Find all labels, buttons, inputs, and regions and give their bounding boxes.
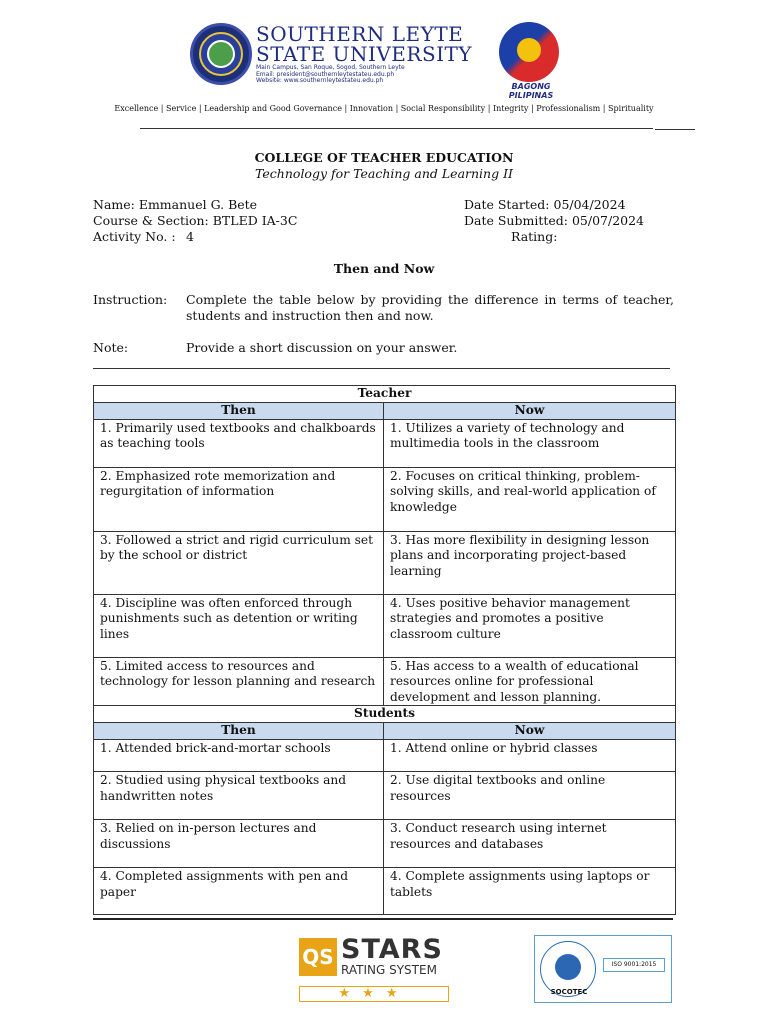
- course-subject: Technology for Teaching and Learning II: [255, 166, 513, 181]
- activity-title: Then and Now: [333, 261, 435, 276]
- date-started: Date Started: 05/04/2024: [464, 197, 626, 212]
- university-email: Email: president@southernleytestateu.edu.ph: [256, 70, 395, 78]
- note-label: Note:: [93, 340, 129, 355]
- socotec-name: SOCOTEC: [550, 988, 588, 996]
- teacher-now-cell: 1. Utilizes a variety of technology and multimedia tools in the classroom: [384, 419, 676, 467]
- university-address: Main Campus, San Roque, Sogod, Southern Leyte: [256, 64, 405, 71]
- table-row: [94, 419, 676, 467]
- activity-label: Activity No. :: [93, 229, 176, 244]
- students-now-cell: 3. Conduct research using internet resources and databases: [384, 819, 676, 867]
- university-website: Website: www.southernleytestateu.edu.ph: [256, 77, 384, 84]
- activity-number: 4: [186, 229, 194, 244]
- bagong-pilipinas-logo: [493, 14, 569, 100]
- students-heading: Students: [94, 706, 676, 723]
- teacher-then-cell: 3. Followed a strict and rigid curriculum set by the school or district: [94, 531, 384, 594]
- students-then-cell: 3. Relied on in-person lectures and discussions: [94, 819, 384, 867]
- teacher-now-cell: 5. Has access to a wealth of educational resources online for professional development and lesson planning.: [384, 657, 676, 706]
- student-name: Name: Emmanuel G. Bete: [93, 197, 258, 212]
- footer-divider: [93, 918, 673, 920]
- header-divider: [140, 128, 653, 129]
- teacher-heading: Teacher: [94, 386, 676, 403]
- teacher-now-cell: 2. Focuses on critical thinking, problem-solving skills, and real-world application of knowledge: [384, 467, 676, 531]
- socotec-certification-logo: [534, 935, 672, 1003]
- note-text: Provide a short discussion on your answer.: [186, 340, 458, 355]
- students-now-cell: 1. Attend online or hybrid classes: [384, 739, 676, 771]
- table-row: [94, 771, 676, 819]
- university-seal-logo: [190, 23, 252, 85]
- qs-rating-subtitle: RATING SYSTEM: [341, 963, 437, 977]
- table-row: [94, 739, 676, 771]
- teacher-then-cell: 4. Discipline was often enforced through punishments such as detention or writing lines: [94, 594, 384, 657]
- table-row: [94, 819, 676, 867]
- table-row: [94, 467, 676, 531]
- rating-label: Rating:: [511, 229, 558, 244]
- instruction-label: Instruction:: [93, 292, 168, 307]
- qs-stars-title: STARS: [341, 934, 443, 965]
- table-row: [94, 867, 676, 914]
- teacher-section-row: [94, 386, 676, 403]
- teacher-now-cell: 3. Has more flexibility in designing lesson plans and incorporating project-based learning: [384, 531, 676, 594]
- then-now-table: [93, 385, 676, 915]
- teacher-now-header: Now: [384, 403, 676, 420]
- university-contact: [256, 65, 405, 85]
- teacher-then-cell: 5. Limited access to resources and technology for lesson planning and research: [94, 657, 384, 706]
- teacher-now-cell: 4. Uses positive behavior management strategies and promotes a positive classroom culture: [384, 594, 676, 657]
- table-row: [94, 531, 676, 594]
- teacher-column-headers: [94, 403, 676, 420]
- university-name-line2: STATE UNIVERSITY: [256, 42, 473, 66]
- students-now-header: Now: [384, 723, 676, 740]
- university-name: [256, 24, 472, 64]
- qs-box: QS: [299, 938, 337, 976]
- students-now-cell: 4. Complete assignments using laptops or tablets: [384, 867, 676, 914]
- instruction-text: Complete the table below by providing the difference in terms of teacher, students and instruction then and now.: [186, 292, 674, 323]
- students-then-cell: 2. Studied using physical textbooks and handwritten notes: [94, 771, 384, 819]
- university-name-line1: SOUTHERN LEYTE: [256, 22, 464, 46]
- students-then-cell: 1. Attended brick-and-mortar schools: [94, 739, 384, 771]
- students-now-cell: 2. Use digital textbooks and online resources: [384, 771, 676, 819]
- note-divider: [93, 368, 670, 369]
- bagong-pilipinas-text: BAGONG PILIPINAS: [508, 82, 554, 100]
- course-section: Course & Section: BTLED IA-3C: [93, 213, 298, 228]
- students-then-header: Then: [94, 723, 384, 740]
- table-row: [94, 594, 676, 657]
- qs-stars-logo: [299, 934, 451, 1004]
- students-then-cell: 4. Completed assignments with pen and paper: [94, 867, 384, 914]
- teacher-then-header: Then: [94, 403, 384, 420]
- date-submitted: Date Submitted: 05/07/2024: [464, 213, 645, 228]
- iso-badge: ISO 9001:2015: [603, 958, 665, 972]
- core-values: Excellence | Service | Leadership and Good Governance | Innovation | Social Responsibility | Integrity | Professionalism | Spirituality: [114, 104, 654, 113]
- students-column-headers: [94, 723, 676, 740]
- table-row: [94, 657, 676, 706]
- header-divider-short: [655, 129, 695, 130]
- college-title: COLLEGE OF TEACHER EDUCATION: [254, 150, 514, 165]
- teacher-then-cell: 2. Emphasized rote memorization and regurgitation of information: [94, 467, 384, 531]
- teacher-then-cell: 1. Primarily used textbooks and chalkboards as teaching tools: [94, 419, 384, 467]
- students-section-row: [94, 706, 676, 723]
- qs-star-rating: ★★★: [299, 986, 449, 1002]
